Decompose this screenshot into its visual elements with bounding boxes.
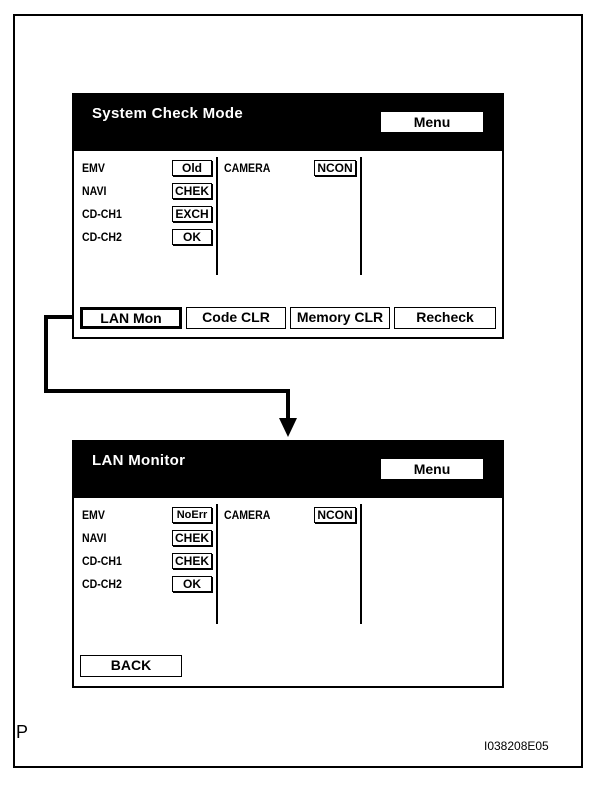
status-badge-cd-ch2: OK	[172, 229, 212, 245]
code-clr-button[interactable]: Code CLR	[186, 307, 286, 329]
status-badge-camera: NCON	[314, 507, 356, 523]
lan-mon-button[interactable]: LAN Mon	[80, 307, 182, 329]
menu-button[interactable]: Menu	[380, 111, 484, 133]
status-badge-navi: CHEK	[172, 530, 212, 546]
memory-clr-button[interactable]: Memory CLR	[290, 307, 390, 329]
row-label-navi: NAVI	[82, 531, 107, 545]
column-divider	[360, 504, 362, 624]
status-badge-cd-ch1: CHEK	[172, 553, 212, 569]
screen-title: LAN Monitor	[92, 452, 186, 469]
status-badge-cd-ch1: EXCH	[172, 206, 212, 222]
column-divider	[360, 157, 362, 275]
status-badge-camera: NCON	[314, 160, 356, 176]
recheck-button[interactable]: Recheck	[394, 307, 496, 329]
row-label-navi: NAVI	[82, 184, 107, 198]
status-badge-cd-ch2: OK	[172, 576, 212, 592]
row-label-camera: CAMERA	[224, 508, 271, 522]
row-label-emv: EMV	[82, 161, 105, 175]
row-label-emv: EMV	[82, 508, 105, 522]
status-badge-emv: NoErr	[172, 507, 212, 523]
system-check-mode-screen	[72, 93, 504, 339]
menu-button[interactable]: Menu	[380, 458, 484, 480]
column-divider	[216, 504, 218, 624]
title-bar	[74, 95, 502, 151]
status-badge-emv: Old	[172, 160, 212, 176]
row-label-cd-ch2: CD-CH2	[82, 230, 122, 244]
row-label-cd-ch1: CD-CH1	[82, 207, 122, 221]
back-button[interactable]: BACK	[80, 655, 182, 677]
corner-letter: P	[16, 722, 29, 742]
lan-monitor-screen	[72, 440, 504, 688]
row-label-camera: CAMERA	[224, 161, 271, 175]
screen-title: System Check Mode	[92, 105, 243, 122]
column-divider	[216, 157, 218, 275]
row-label-cd-ch1: CD-CH1	[82, 554, 122, 568]
figure-id: I038208E05	[484, 739, 549, 753]
status-badge-navi: CHEK	[172, 183, 212, 199]
row-label-cd-ch2: CD-CH2	[82, 577, 122, 591]
title-bar	[74, 442, 502, 498]
